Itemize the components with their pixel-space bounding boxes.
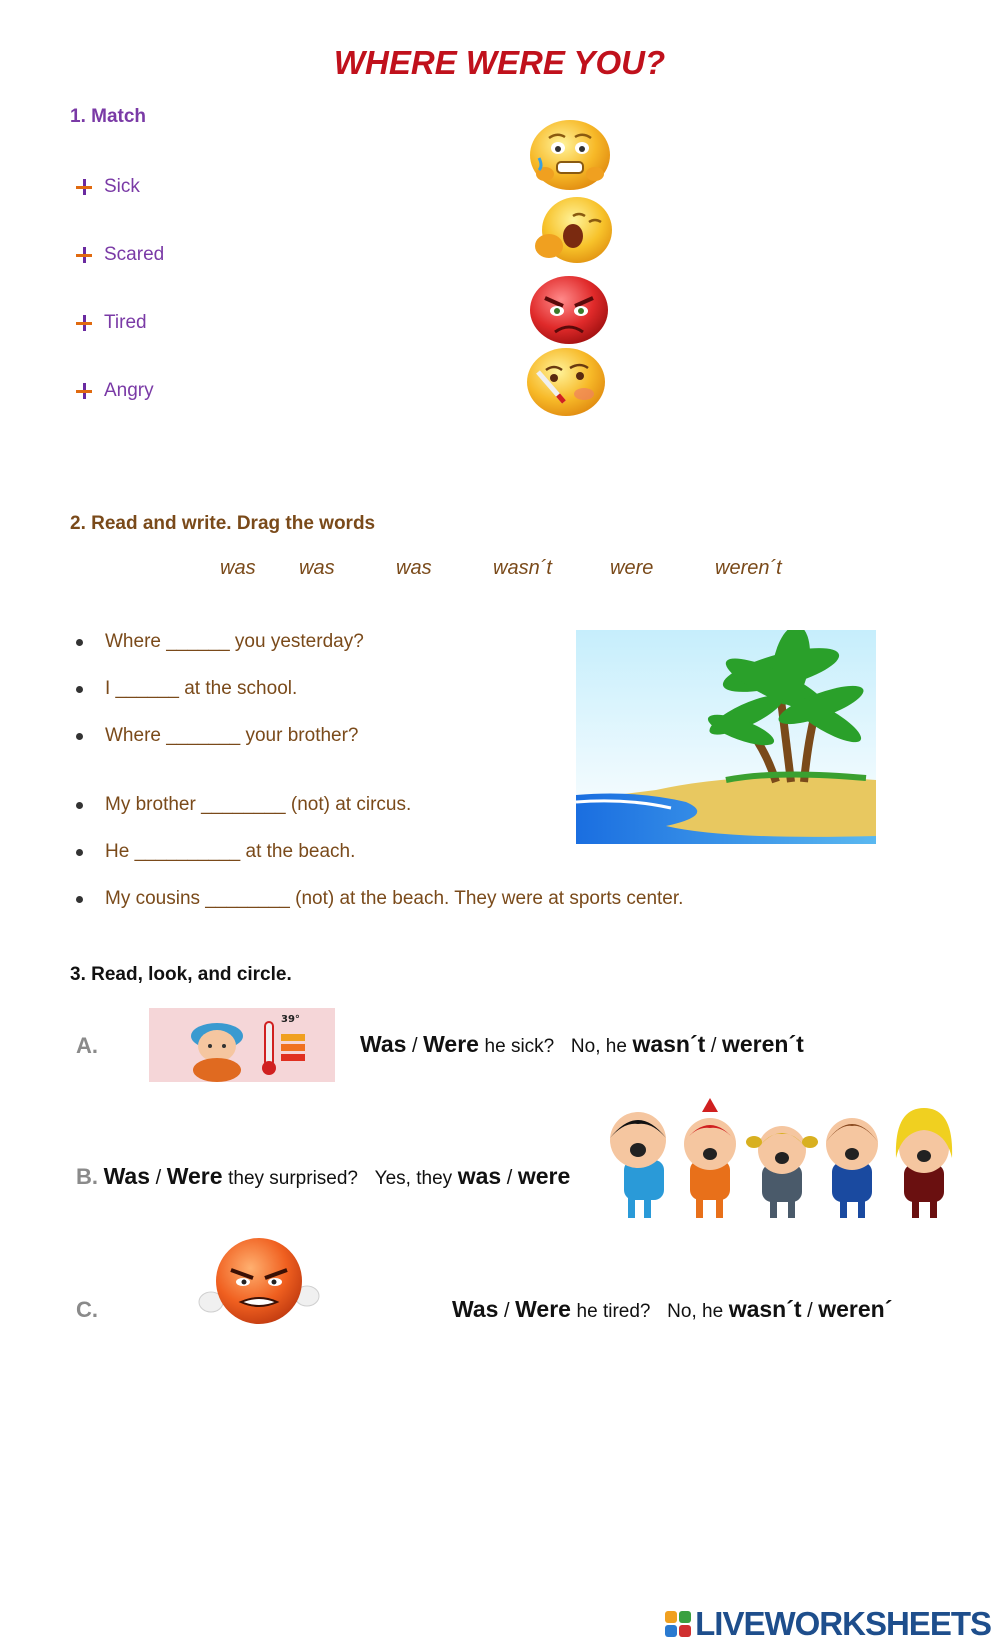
separator: / — [506, 1167, 513, 1189]
section-1-heading: 1. Match — [70, 106, 147, 127]
logo-icon — [665, 1611, 691, 1637]
word-bank-item[interactable]: was — [220, 557, 256, 579]
question-a[interactable] — [360, 1031, 804, 1058]
separator: / — [710, 1035, 717, 1057]
bullet-dot — [76, 896, 83, 903]
choice-werent[interactable]: weren´ — [818, 1296, 893, 1322]
match-item-label: Angry — [104, 380, 154, 401]
sentence-text: He __________ at the beach. — [105, 841, 356, 862]
question-letter-b: B. — [76, 1164, 98, 1189]
question-text: he sick? — [484, 1036, 555, 1057]
liveworksheets-logo — [665, 1605, 991, 1643]
sentence-text: Where _______ your brother? — [105, 725, 359, 746]
choice-werent[interactable]: weren´t — [721, 1031, 804, 1057]
choice-wasnt[interactable]: wasn´t — [728, 1296, 802, 1322]
sentence-text: My brother ________ (not) at circus. — [105, 794, 412, 815]
bullet-dot — [76, 802, 83, 809]
bullet-cross-icon — [76, 383, 92, 399]
separator: / — [155, 1167, 162, 1189]
match-item-sick[interactable] — [76, 176, 140, 198]
page-title: WHERE WERE YOU? — [333, 44, 666, 81]
word-bank-item[interactable]: was — [299, 557, 335, 579]
choice-was[interactable]: Was — [452, 1296, 499, 1322]
logo-text: LIVEWORKSHEETS — [695, 1605, 991, 1642]
bullet-dot — [76, 686, 83, 693]
sentence-item[interactable] — [76, 631, 364, 653]
section-3-heading: 3. Read, look, and circle. — [70, 964, 292, 985]
kid-1 — [610, 1112, 666, 1218]
sentence-text: My cousins ________ (not) at the beach. They were at sports center. — [105, 888, 684, 909]
kid-4 — [826, 1118, 878, 1218]
sentence-item[interactable] — [76, 794, 411, 816]
match-item-label: Sick — [104, 176, 140, 197]
choice-was[interactable]: was — [457, 1163, 502, 1189]
bullet-dot — [76, 849, 83, 856]
angry-orange-face-image — [197, 1236, 321, 1326]
angry-emoji-icon[interactable] — [527, 274, 611, 346]
match-item-angry[interactable] — [76, 380, 154, 402]
word-bank-item[interactable]: weren´t — [715, 557, 782, 579]
section-2-heading: 2. Read and write. Drag the words — [70, 513, 376, 534]
word-bank-item[interactable]: were — [610, 557, 654, 579]
sick-boy-thermometer-image — [149, 1008, 335, 1082]
match-item-tired[interactable] — [76, 312, 147, 334]
choice-was[interactable]: Was — [103, 1163, 151, 1189]
scared-emoji-icon[interactable] — [527, 118, 613, 192]
question-c[interactable] — [452, 1296, 892, 1323]
kid-2 — [684, 1098, 736, 1218]
word-bank-item[interactable]: was — [396, 557, 432, 579]
sentence-text: I ______ at the school. — [105, 678, 298, 699]
question-text: they surprised? — [228, 1168, 358, 1189]
separator: / — [412, 1035, 418, 1057]
temperature-label: 39° — [281, 1014, 300, 1025]
beach-palm-trees-image — [576, 630, 876, 844]
question-text: he tired? — [576, 1301, 651, 1322]
tired-yawning-emoji-icon[interactable] — [533, 196, 613, 268]
separator: / — [807, 1300, 813, 1322]
bullet-cross-icon — [76, 315, 92, 331]
question-b[interactable] — [76, 1163, 570, 1190]
sick-emoji-icon[interactable] — [524, 346, 608, 418]
match-item-scared[interactable] — [76, 244, 164, 266]
choice-were[interactable]: Were — [515, 1296, 571, 1322]
surprised-kids-image — [606, 1098, 968, 1222]
word-bank-item[interactable]: wasn´t — [493, 557, 552, 579]
sentence-item[interactable] — [76, 841, 355, 863]
bullet-dot — [76, 639, 83, 646]
sentence-item[interactable] — [76, 678, 297, 700]
choice-wasnt[interactable]: wasn´t — [632, 1031, 706, 1057]
choice-were[interactable]: Were — [166, 1163, 223, 1189]
match-item-label: Scared — [104, 244, 165, 265]
choice-was[interactable]: Was — [360, 1031, 407, 1057]
choice-were[interactable]: Were — [423, 1031, 479, 1057]
question-letter-c: C. — [76, 1297, 98, 1322]
question-letter-a: A. — [76, 1033, 98, 1058]
kid-5 — [896, 1108, 952, 1218]
choice-were[interactable]: were — [517, 1163, 571, 1189]
sentence-item[interactable] — [76, 888, 683, 910]
separator: / — [504, 1300, 510, 1322]
sentence-text: Where ______ you yesterday? — [105, 631, 364, 652]
bullet-cross-icon — [76, 179, 92, 195]
bullet-dot — [76, 733, 83, 740]
answer-text: No, he — [667, 1301, 724, 1322]
sentence-item[interactable] — [76, 725, 359, 747]
bullet-cross-icon — [76, 247, 92, 263]
answer-text: No, he — [570, 1036, 627, 1057]
match-item-label: Tired — [104, 312, 147, 333]
answer-text: Yes, they — [374, 1168, 453, 1189]
kid-3 — [746, 1126, 818, 1218]
